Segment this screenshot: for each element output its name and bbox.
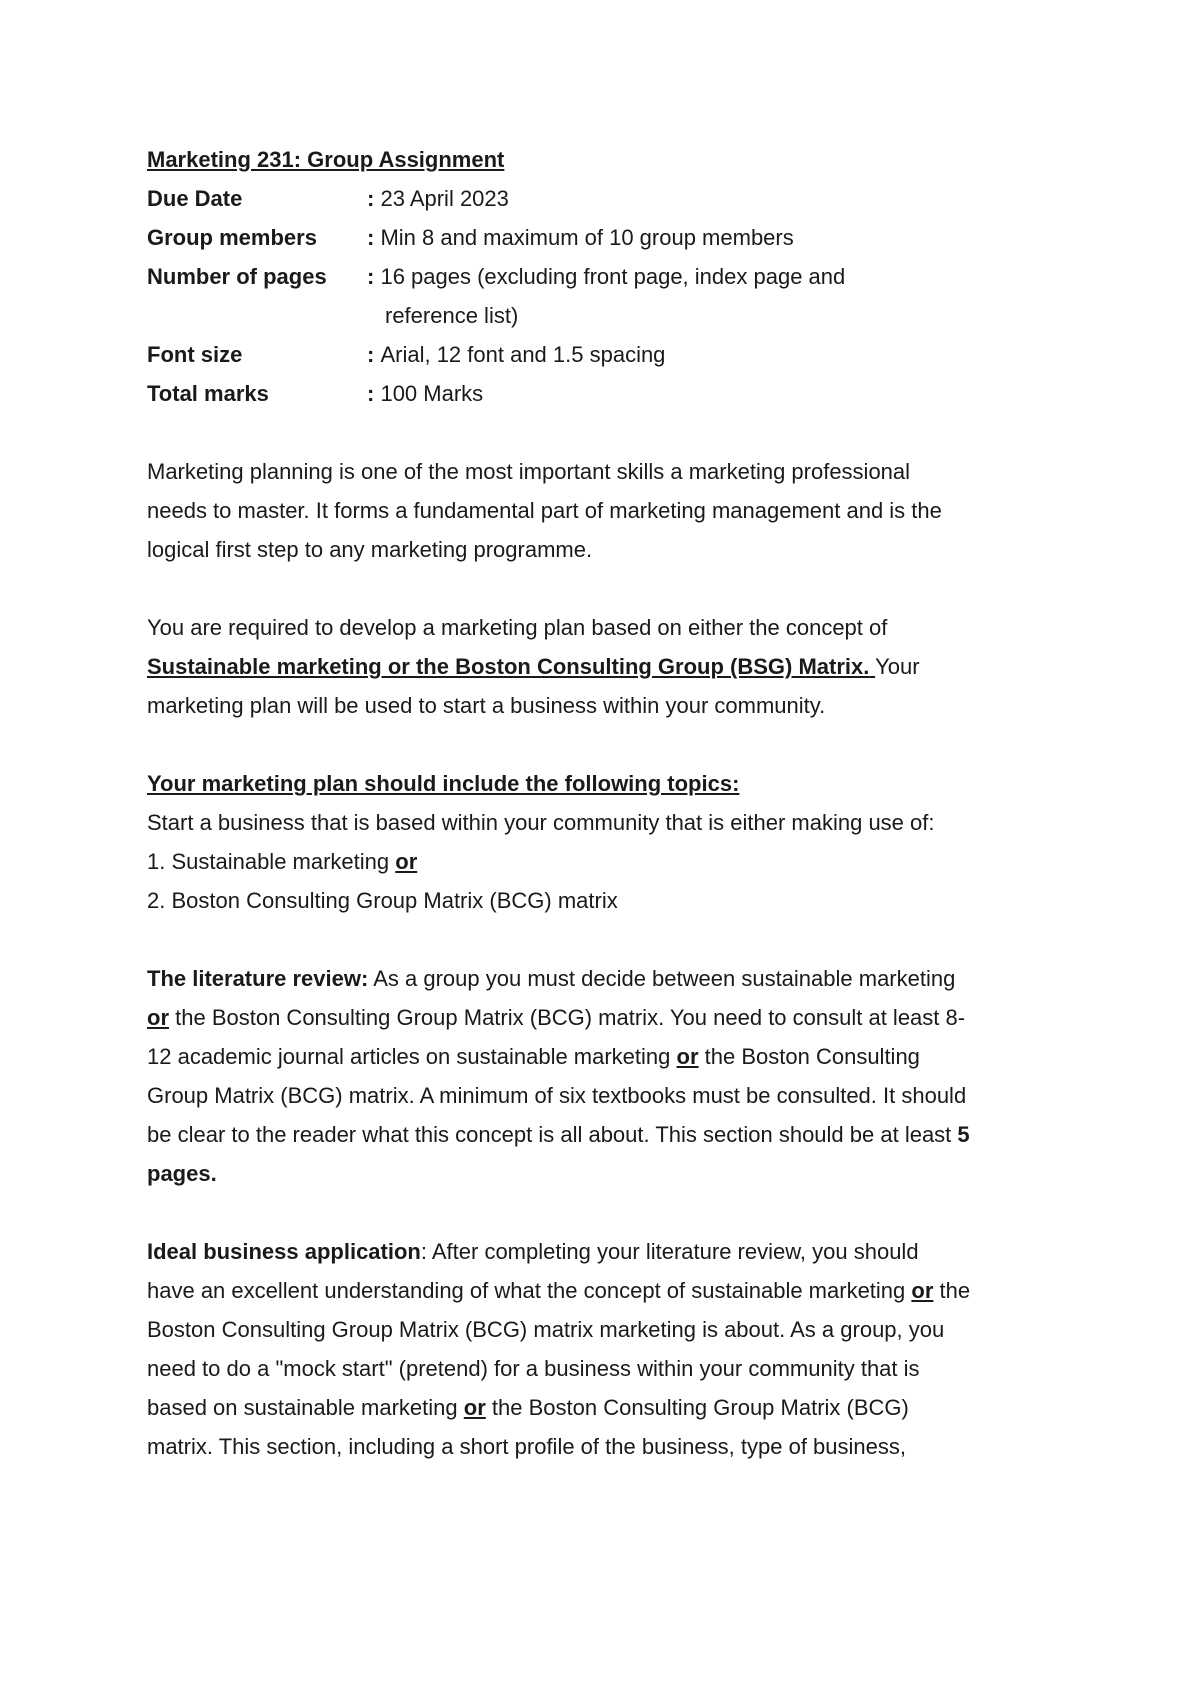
application-paragraph-line: based on sustainable marketing or the Boston Consulting Group Matrix (BCG) <box>147 1395 909 1420</box>
detail-row-total-marks: Total marks : 100 Marks <box>147 379 483 409</box>
literature-paragraph-line: pages. <box>147 1161 217 1186</box>
application-label: Ideal business application <box>147 1239 421 1264</box>
literature-paragraph-line: 12 academic journal articles on sustainable marketing or the Boston Consulting <box>147 1044 920 1069</box>
literature-paragraph-line: or the Boston Consulting Group Matrix (BCG) matrix. You need to consult at least 8- <box>147 1005 966 1030</box>
detail-label: Total marks <box>147 381 269 406</box>
detail-value: 100 Marks <box>380 381 484 406</box>
requirement-paragraph-line: You are required to develop a marketing plan based on either the concept of <box>147 615 888 640</box>
or-emphasis: or <box>911 1278 934 1303</box>
application-paragraph-line: have an excellent understanding of what the concept of sustainable marketing or the <box>147 1278 971 1303</box>
intro-paragraph-line: needs to master. It forms a fundamental part of marketing management and is the <box>147 498 942 523</box>
detail-row-due-date: Due Date : 23 April 2023 <box>147 184 509 214</box>
detail-row-font-size: Font size : Arial, 12 font and 1.5 spacing <box>147 340 665 370</box>
detail-value-continuation: reference list) <box>385 303 519 328</box>
or-emphasis: or <box>395 849 418 874</box>
literature-label: The literature review: <box>147 966 369 991</box>
requirement-emphasis: Sustainable marketing or the Boston Consulting Group (BSG) Matrix. <box>147 654 870 679</box>
application-paragraph-line: matrix. This section, including a short profile of the business, type of business, <box>147 1434 906 1459</box>
detail-value: 23 April 2023 <box>380 186 509 211</box>
detail-row-group-members: Group members : Min 8 and maximum of 10 group members <box>147 223 794 253</box>
document-title: Marketing 231: Group Assignment <box>147 147 505 172</box>
detail-value: 16 pages (excluding front page, index page and <box>380 264 846 289</box>
detail-label: Number of pages <box>147 264 327 289</box>
application-paragraph-line: Boston Consulting Group Matrix (BCG) matrix marketing is about. As a group, you <box>147 1317 945 1342</box>
topics-heading: Your marketing plan should include the following topics: <box>147 771 740 796</box>
detail-label: Due Date <box>147 186 243 211</box>
detail-value: Arial, 12 font and 1.5 spacing <box>380 342 666 367</box>
literature-paragraph-line: Group Matrix (BCG) matrix. A minimum of six textbooks must be consulted. It should <box>147 1083 967 1108</box>
intro-paragraph-line: Marketing planning is one of the most important skills a marketing professional <box>147 459 911 484</box>
requirement-paragraph-line: Sustainable marketing or the Boston Consulting Group (BSG) Matrix. Your <box>147 654 920 679</box>
detail-label: Group members <box>147 225 317 250</box>
or-emphasis: or <box>676 1044 699 1069</box>
detail-row-number-of-pages: Number of pages : 16 pages (excluding front page, index page and <box>147 262 845 292</box>
or-emphasis: or <box>147 1005 169 1030</box>
topics-list-item: 1. Sustainable marketing or <box>147 849 418 874</box>
application-paragraph-line: need to do a "mock start" (pretend) for a business within your community that is <box>147 1356 920 1381</box>
detail-value: Min 8 and maximum of 10 group members <box>380 225 794 250</box>
topics-list-item: 2. Boston Consulting Group Matrix (BCG) matrix <box>147 888 618 913</box>
application-paragraph-line: Ideal business application: After completing your literature review, you should <box>147 1239 919 1264</box>
literature-paragraph-line: The literature review: As a group you must decide between sustainable marketing <box>147 966 956 991</box>
topics-intro-line: Start a business that is based within your community that is either making use of: <box>147 810 935 835</box>
literature-paragraph-line: be clear to the reader what this concept is all about. This section should be at least 5 <box>147 1122 970 1147</box>
requirement-paragraph-line: marketing plan will be used to start a business within your community. <box>147 693 826 718</box>
or-emphasis: or <box>463 1395 486 1420</box>
detail-label: Font size <box>147 342 243 367</box>
intro-paragraph-line: logical first step to any marketing programme. <box>147 537 593 562</box>
page-count-emphasis: 5 <box>957 1122 970 1147</box>
